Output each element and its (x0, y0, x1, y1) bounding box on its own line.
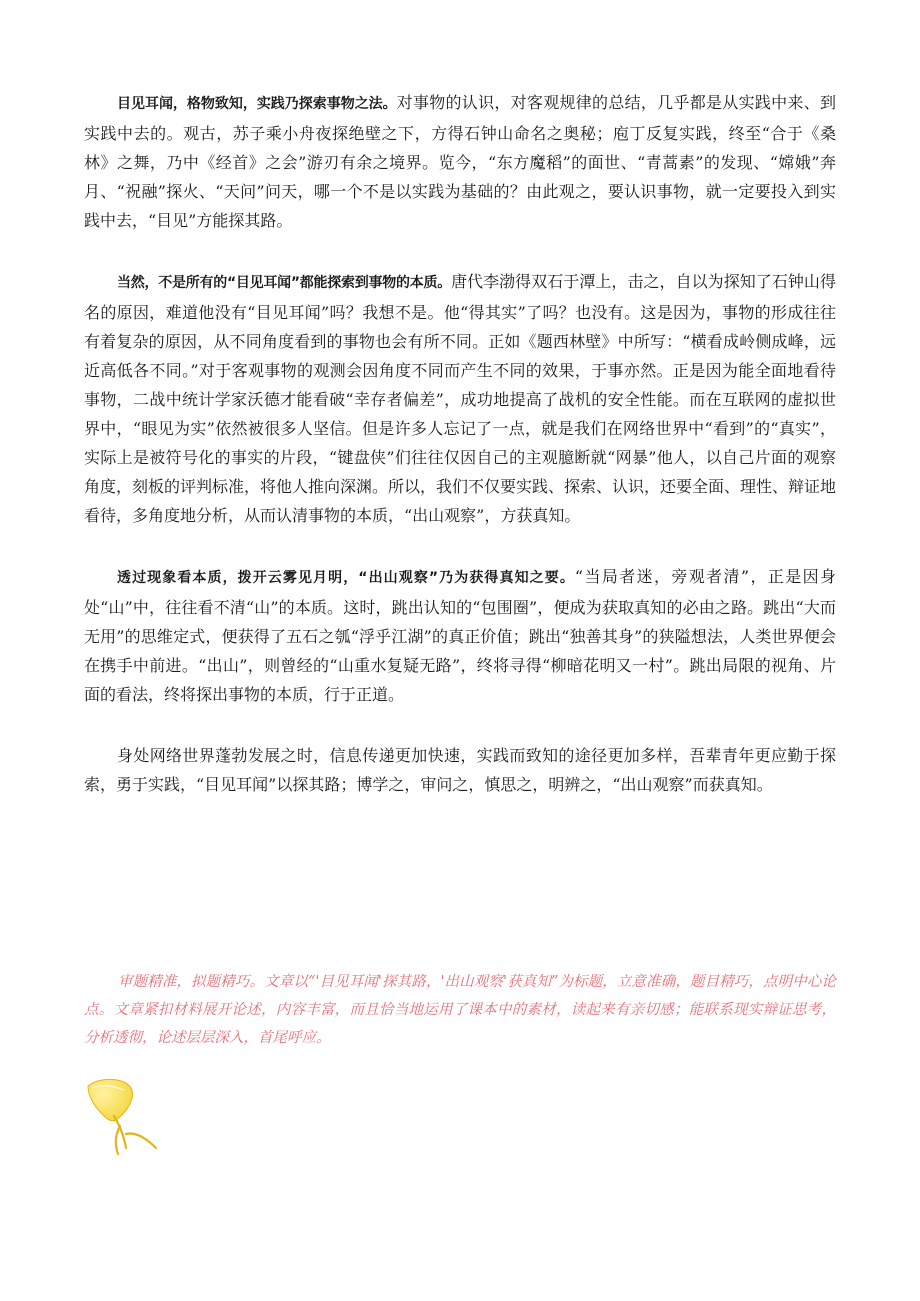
paragraph-4-text: 身处网络世界蓬勃发展之时，信息传递更加快速，实践而致知的途径更加多样，吾辈青年更应勤于探索，勇于实践，“目见耳闻”以探其路；博学之，审问之，慎思之，明辨之，“出山观察”而获真知。 (84, 746, 836, 794)
ginkgo-leaf-stem (114, 1116, 156, 1154)
essay-paragraph-4 (84, 741, 836, 799)
paragraph-2-text: 唐代李渤得双石于潭上，击之，自以为探知了石钟山得名的原因，难道他没有“目见耳闻”吗？我想不是。他“得其实”了吗？也没有。这是因为，事物的形成往往有着复杂的原因，从不同角度看到的事物也会有所不同。正如《题西林壁》中所写：“横看成岭侧成峰，远近高低各不同。”对于客观事物的观测会因角度不同而产生不同的效果，于事亦然。正是因为能全面地看待事物，二战中统计学家沃德才能看破“幸存者偏差”，成功地提高了战机的安全性能。而在互联网的虚拟世界中，“眼见为实”依然被很多人坚信。但是许多人忘记了一点，就是我们在网络世界中“看到”的“真实”，实际上是被符号化的事实的片段，“键盘侠”们往往仅因自己的主观臆断就“网暴”他人，以自己片面的观察角度，刻板的评判标准，将他人推向深渊。所以，我们不仅要实践、探索、认识，还要全面、理性、辩证地看待，多角度地分析，从而认清事物的本质，“出山观察”，方获真知。 (84, 272, 837, 525)
paragraph-3-topic-sentence: 透过现象看本质，拨开云雾见月明，“出山观察”乃为获得真知之要。 (117, 570, 575, 586)
teacher-comment: 审题精准，拟题精巧。文章以“'目见耳闻'探其路，'出山观察'获真知”为标题，立意准确，题目精巧，点明中心论点。文章紧扣材料展开论述，内容丰富，而且恰当地运用了课本中的素材，读起来有亲切感；能联系现实辩证思考，分析透彻，论述层层深入，首尾呼应。 (84, 974, 836, 1046)
paragraph-1-topic-sentence: 目见耳闻，格物致知，实践乃探索事物之法。 (117, 96, 397, 112)
essay-paragraph-3 (84, 562, 836, 709)
paragraph-1-text: 对事物的认识，对客观规律的总结，几乎都是从实践中来、到实践中去的。观古，苏子乘小舟夜探绝壁之下，方得石钟山命名之奥秘；庖丁反复实践，终至“合于《桑林》之舞，乃中《经首》之会”游刃有余之境界。览今，“东方魔稻”的面世、“青蒿素”的发现、“嫦娥”奔月、“祝融”探火、“天问”问天，哪一个不是以实践为基础的？由此观之，要认识事物，就一定要投入到实践中去，“目见”方能探其路。 (84, 93, 836, 230)
essay-paragraph-1 (84, 88, 836, 235)
essay-body (84, 88, 836, 831)
paragraph-3-text: “当局者迷，旁观者清”，正是因身处“山”中，往往看不清“山”的本质。这时，跳出认知的“包围圈”，便成为获取真知的必由之路。跳出“大而无用”的思维定式，便获得了五石之瓠“浮乎江湖”的真正价值；跳出“独善其身”的狭隘想法，人类世界便会在携手中前进。“出山”，则曾经的“山重水复疑无路”，终将寻得“柳暗花明又一村”。跳出局限的视角、片面的看法，终将探出事物的本质，行于正道。 (84, 567, 836, 704)
essay-paragraph-2 (84, 267, 836, 530)
ginkgo-leaf-icon (84, 1076, 164, 1160)
paragraph-2-topic-sentence: 当然，不是所有的“目见耳闻”都能探索到事物的本质。 (117, 275, 451, 291)
